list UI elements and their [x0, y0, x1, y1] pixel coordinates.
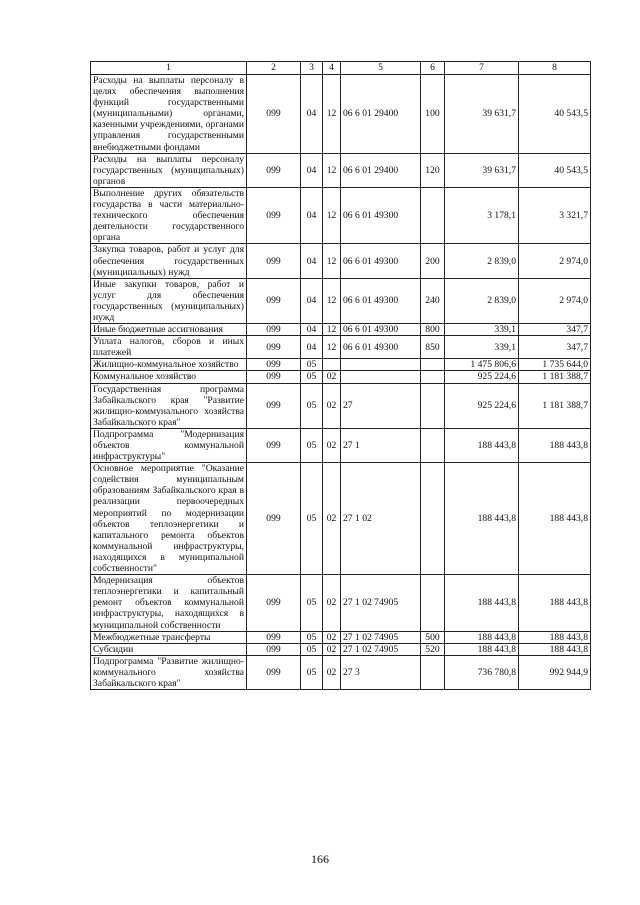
section-code-cell: 05	[301, 463, 323, 575]
header-cell: 6	[421, 62, 445, 75]
table-row	[91, 244, 591, 278]
target-article-cell: 27 1 02 74905	[341, 643, 421, 655]
row-name-cell: Государственная программа Забайкальского края "Развитие жилищно-коммунального хозяйства Забайкальского края"	[91, 383, 247, 428]
row-name-cell: Жилищно-коммунальное хозяйство	[91, 359, 247, 371]
amount-year2-cell: 188 443,8	[519, 428, 591, 462]
table-row	[91, 383, 591, 428]
subsection-code-cell	[323, 359, 341, 371]
admin-code-cell: 099	[247, 153, 301, 187]
amount-year2-cell: 2 974,0	[519, 278, 591, 323]
expense-type-cell: 240	[421, 278, 445, 323]
section-code-cell: 05	[301, 359, 323, 371]
header-cell: 3	[301, 62, 323, 75]
admin-code-cell: 099	[247, 575, 301, 631]
target-article-cell: 27	[341, 383, 421, 428]
row-name-cell: Субсидии	[91, 643, 247, 655]
admin-code-cell: 099	[247, 244, 301, 278]
section-code-cell: 05	[301, 383, 323, 428]
subsection-code-cell: 02	[323, 463, 341, 575]
admin-code-cell: 099	[247, 643, 301, 655]
admin-code-cell: 099	[247, 336, 301, 359]
subsection-code-cell: 02	[323, 631, 341, 643]
target-article-cell: 27 1 02 74905	[341, 631, 421, 643]
subsection-code-cell: 02	[323, 371, 341, 383]
section-code-cell: 05	[301, 643, 323, 655]
table-row	[91, 187, 591, 243]
table-row	[91, 324, 591, 336]
table-row	[91, 655, 591, 689]
table-row	[91, 278, 591, 323]
expense-type-cell	[421, 359, 445, 371]
expense-type-cell: 850	[421, 336, 445, 359]
amount-year1-cell: 925 224,6	[445, 383, 519, 428]
amount-year1-cell: 39 631,7	[445, 75, 519, 154]
row-name-cell: Модернизация объектов теплоэнергетики и капитальный ремонт объектов коммунальной инфраструктуры, находящихся в муниципальной собственности	[91, 575, 247, 631]
amount-year2-cell: 347,7	[519, 324, 591, 336]
expense-type-cell: 500	[421, 631, 445, 643]
expense-type-cell	[421, 383, 445, 428]
header-row	[91, 62, 591, 75]
target-article-cell: 06 6 01 49300	[341, 324, 421, 336]
subsection-code-cell: 02	[323, 575, 341, 631]
amount-year1-cell: 2 839,0	[445, 278, 519, 323]
subsection-code-cell: 12	[323, 153, 341, 187]
table-row	[91, 359, 591, 371]
admin-code-cell: 099	[247, 187, 301, 243]
table-row	[91, 643, 591, 655]
amount-year2-cell: 1 735 644,0	[519, 359, 591, 371]
page-number: 166	[311, 852, 329, 866]
amount-year1-cell: 1 475 806,6	[445, 359, 519, 371]
row-name-cell: Коммунальное хозяйство	[91, 371, 247, 383]
expense-type-cell	[421, 575, 445, 631]
section-code-cell: 05	[301, 371, 323, 383]
expense-type-cell: 120	[421, 153, 445, 187]
row-name-cell: Выполнение других обязательств государства в части материально-технического обеспечения деятельности государственного органа	[91, 187, 247, 243]
subsection-code-cell: 02	[323, 643, 341, 655]
amount-year2-cell: 347,7	[519, 336, 591, 359]
expense-type-cell: 100	[421, 75, 445, 154]
header-cell: 2	[247, 62, 301, 75]
admin-code-cell: 099	[247, 75, 301, 154]
target-article-cell: 06 6 01 49300	[341, 187, 421, 243]
subsection-code-cell: 12	[323, 244, 341, 278]
budget-table	[90, 61, 591, 690]
amount-year2-cell: 40 543,5	[519, 153, 591, 187]
expense-type-cell	[421, 463, 445, 575]
table-row	[91, 631, 591, 643]
admin-code-cell: 099	[247, 324, 301, 336]
target-article-cell	[341, 371, 421, 383]
row-name-cell: Подпрограмма "Развитие жилищно-коммунального хозяйства Забайкальского края"	[91, 655, 247, 689]
amount-year1-cell: 188 443,8	[445, 631, 519, 643]
expense-type-cell	[421, 655, 445, 689]
subsection-code-cell: 02	[323, 655, 341, 689]
admin-code-cell: 099	[247, 428, 301, 462]
admin-code-cell: 099	[247, 463, 301, 575]
amount-year1-cell: 188 443,8	[445, 575, 519, 631]
amount-year1-cell: 339,1	[445, 336, 519, 359]
table-row	[91, 428, 591, 462]
amount-year2-cell: 188 443,8	[519, 575, 591, 631]
subsection-code-cell: 02	[323, 428, 341, 462]
target-article-cell: 06 6 01 49300	[341, 336, 421, 359]
row-name-cell: Расходы на выплаты персоналу в целях обеспечения выполнения функций государственными (муниципальными) органами, казенными учреждениями, органами управления государственными внебюджетными фондами	[91, 75, 247, 154]
table-row	[91, 463, 591, 575]
amount-year2-cell: 1 181 388,7	[519, 383, 591, 428]
row-name-cell: Основное мероприятие "Оказание содействия муниципальным образованиям Забайкальского края в реализации первоочередных мероприятий по модернизации объектов теплоэнергетики и капитального ремонта объектов коммунальной инфраструктуры, находящихся в муниципальной собственности"	[91, 463, 247, 575]
expense-type-cell	[421, 428, 445, 462]
expense-type-cell	[421, 371, 445, 383]
amount-year2-cell: 1 181 388,7	[519, 371, 591, 383]
table-row	[91, 153, 591, 187]
section-code-cell: 04	[301, 336, 323, 359]
section-code-cell: 05	[301, 575, 323, 631]
admin-code-cell: 099	[247, 371, 301, 383]
target-article-cell	[341, 359, 421, 371]
amount-year1-cell: 188 443,8	[445, 643, 519, 655]
target-article-cell: 06 6 01 49300	[341, 244, 421, 278]
section-code-cell: 04	[301, 324, 323, 336]
table-row	[91, 371, 591, 383]
amount-year2-cell: 992 944,9	[519, 655, 591, 689]
section-code-cell: 04	[301, 244, 323, 278]
header-cell: 1	[91, 62, 247, 75]
amount-year1-cell: 736 780,8	[445, 655, 519, 689]
target-article-cell: 06 6 01 49300	[341, 278, 421, 323]
table-row	[91, 575, 591, 631]
amount-year2-cell: 2 974,0	[519, 244, 591, 278]
row-name-cell: Иные бюджетные ассигнования	[91, 324, 247, 336]
admin-code-cell: 099	[247, 359, 301, 371]
header-cell: 8	[519, 62, 591, 75]
amount-year2-cell: 188 443,8	[519, 643, 591, 655]
expense-type-cell	[421, 187, 445, 243]
header-cell: 7	[445, 62, 519, 75]
subsection-code-cell: 12	[323, 324, 341, 336]
target-article-cell: 06 6 01 29400	[341, 75, 421, 154]
amount-year1-cell: 39 631,7	[445, 153, 519, 187]
row-name-cell: Иные закупки товаров, работ и услуг для обеспечения государственных (муниципальных) нужд	[91, 278, 247, 323]
target-article-cell: 27 1 02	[341, 463, 421, 575]
row-name-cell: Закупка товаров, работ и услуг для обеспечения государственных (муниципальных) нужд	[91, 244, 247, 278]
amount-year1-cell: 188 443,8	[445, 463, 519, 575]
amount-year1-cell: 2 839,0	[445, 244, 519, 278]
target-article-cell: 27 1 02 74905	[341, 575, 421, 631]
section-code-cell: 05	[301, 655, 323, 689]
section-code-cell: 04	[301, 187, 323, 243]
section-code-cell: 05	[301, 631, 323, 643]
admin-code-cell: 099	[247, 278, 301, 323]
header-cell: 5	[341, 62, 421, 75]
table-row	[91, 336, 591, 359]
target-article-cell: 27 3	[341, 655, 421, 689]
table-body	[91, 75, 591, 690]
admin-code-cell: 099	[247, 655, 301, 689]
amount-year2-cell: 188 443,8	[519, 463, 591, 575]
row-name-cell: Уплата налогов, сборов и иных платежей	[91, 336, 247, 359]
row-name-cell: Подпрограмма "Модернизация объектов коммунальной инфраструктуры"	[91, 428, 247, 462]
section-code-cell: 04	[301, 153, 323, 187]
subsection-code-cell: 12	[323, 187, 341, 243]
amount-year1-cell: 925 224,6	[445, 371, 519, 383]
subsection-code-cell: 12	[323, 75, 341, 154]
amount-year1-cell: 188 443,8	[445, 428, 519, 462]
expense-type-cell: 520	[421, 643, 445, 655]
target-article-cell: 27 1	[341, 428, 421, 462]
expense-type-cell: 200	[421, 244, 445, 278]
amount-year1-cell: 339,1	[445, 324, 519, 336]
subsection-code-cell: 02	[323, 383, 341, 428]
row-name-cell: Расходы на выплаты персоналу государственных (муниципальных) органов	[91, 153, 247, 187]
section-code-cell: 04	[301, 278, 323, 323]
admin-code-cell: 099	[247, 383, 301, 428]
header-cell: 4	[323, 62, 341, 75]
amount-year2-cell: 188 443,8	[519, 631, 591, 643]
expense-type-cell: 800	[421, 324, 445, 336]
amount-year1-cell: 3 178,1	[445, 187, 519, 243]
amount-year2-cell: 3 321,7	[519, 187, 591, 243]
subsection-code-cell: 12	[323, 278, 341, 323]
section-code-cell: 04	[301, 75, 323, 154]
section-code-cell: 05	[301, 428, 323, 462]
target-article-cell: 06 6 01 29400	[341, 153, 421, 187]
amount-year2-cell: 40 543,5	[519, 75, 591, 154]
table-row	[91, 75, 591, 154]
subsection-code-cell: 12	[323, 336, 341, 359]
admin-code-cell: 099	[247, 631, 301, 643]
row-name-cell: Межбюджетные трансферты	[91, 631, 247, 643]
